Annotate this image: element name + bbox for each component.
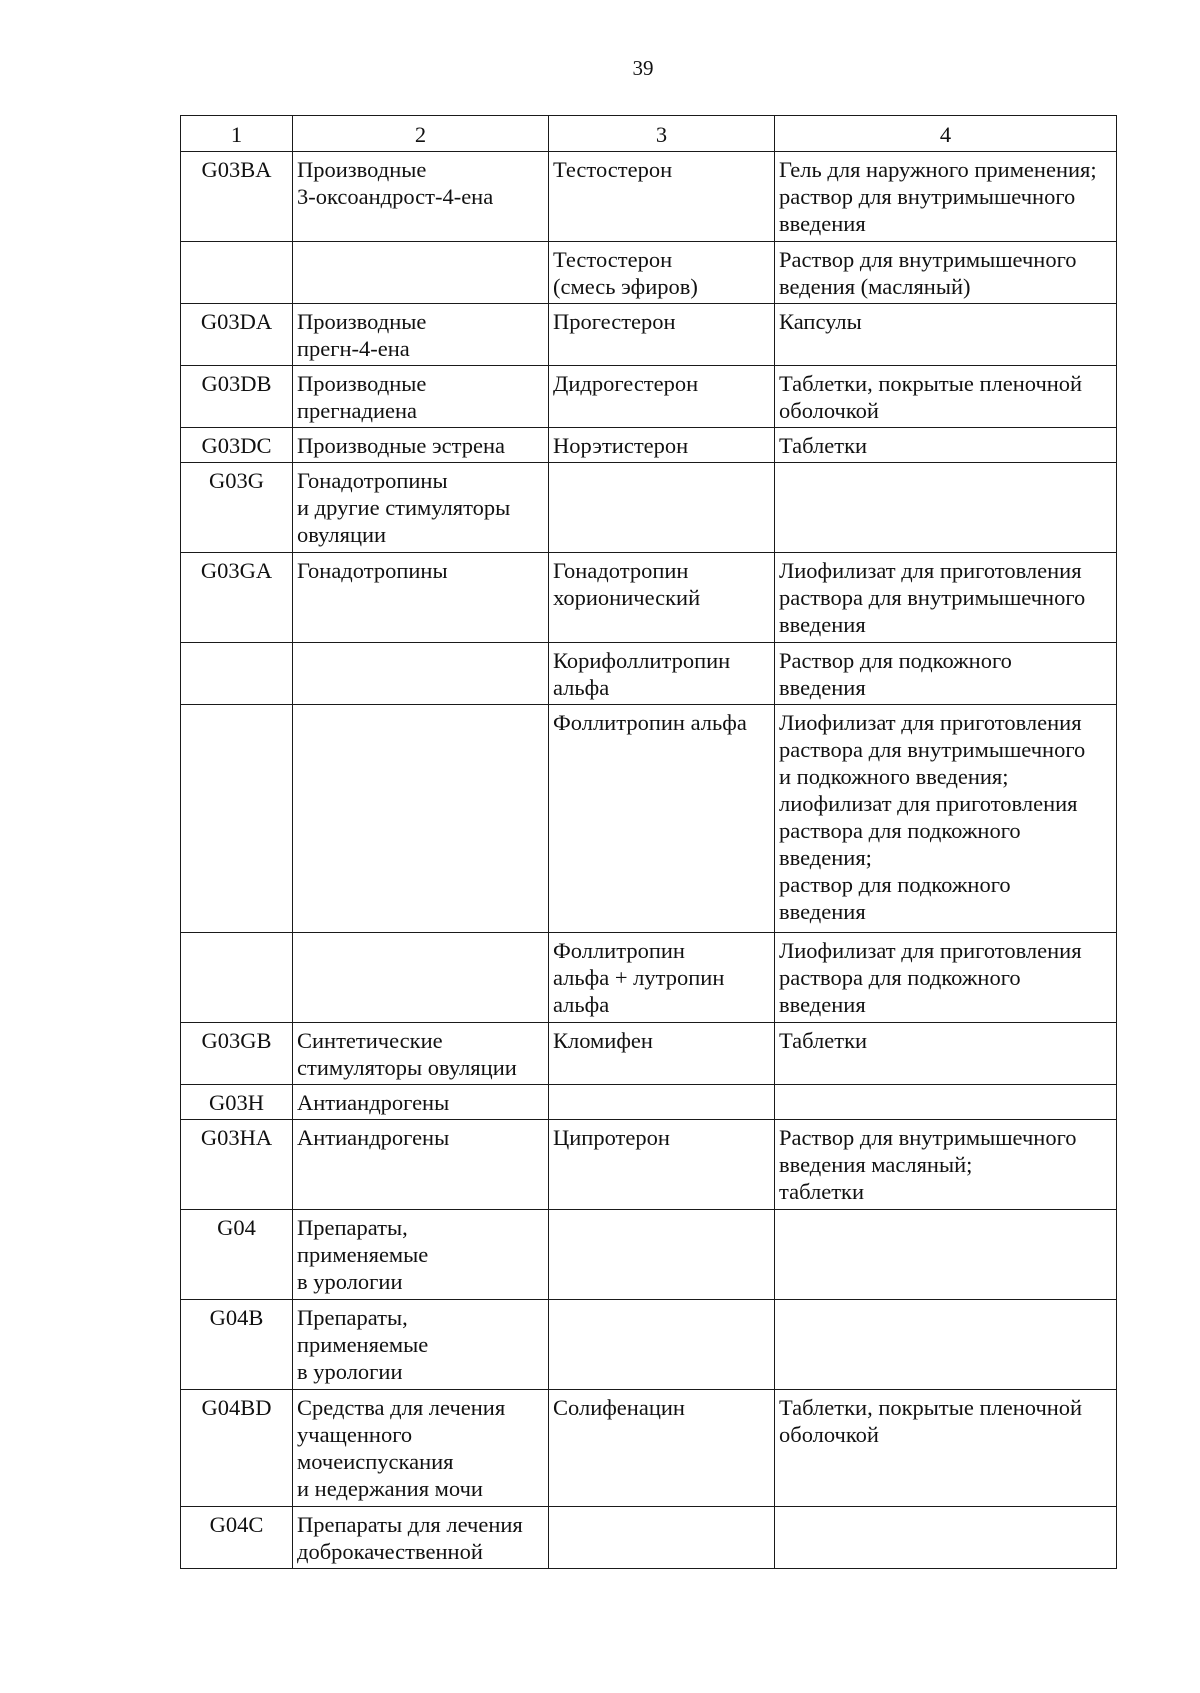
table-row [181,152,1117,242]
group-name-cell: Гонадотропины [293,553,549,643]
table-row [181,1507,1117,1569]
group-name-cell [293,242,549,304]
substance-cell: Солифенацин [549,1390,775,1507]
table-row [181,1023,1117,1085]
table-row [181,242,1117,304]
substance-cell: Гонадотропин хорионический [549,553,775,643]
dosage-form-cell [775,463,1117,553]
column-header: 3 [549,116,775,152]
atc-code-cell: G03HA [181,1120,293,1210]
atc-code-cell: G04BD [181,1390,293,1507]
group-name-cell: Производные 3-оксоандрост-4-ена [293,152,549,242]
atc-code-cell: G03G [181,463,293,553]
atc-code-cell: G04 [181,1210,293,1300]
atc-code-cell: G04B [181,1300,293,1390]
substance-cell [549,463,775,553]
table-row [181,1085,1117,1120]
column-header: 1 [181,116,293,152]
atc-code-cell: G03BA [181,152,293,242]
substance-cell: Фоллитропин альфа + лутропин альфа [549,933,775,1023]
group-name-cell: Производные прегн-4-ена [293,304,549,366]
group-name-cell: Средства для лечения учащенного мочеиспускания и недержания мочи [293,1390,549,1507]
dosage-form-cell: Раствор для внутримышечного ведения (масляный) [775,242,1117,304]
substance-cell [549,1210,775,1300]
atc-code-cell [181,705,293,933]
atc-code-cell [181,242,293,304]
group-name-cell [293,643,549,705]
substance-cell: Дидрогестерон [549,366,775,428]
dosage-form-cell: Таблетки, покрытые пленочной оболочкой [775,366,1117,428]
dosage-form-cell: Гель для наружного применения; раствор для внутримышечного введения [775,152,1117,242]
atc-code-cell: G04C [181,1507,293,1569]
table-row [181,1300,1117,1390]
table-row [181,643,1117,705]
table-header-row [181,116,1117,152]
table-row [181,1210,1117,1300]
substance-cell [549,1300,775,1390]
group-name-cell: Антиандрогены [293,1085,549,1120]
dosage-form-cell: Лиофилизат для приготовления раствора для подкожного введения [775,933,1117,1023]
table-row [181,463,1117,553]
atc-code-cell: G03DA [181,304,293,366]
substance-cell: Фоллитропин альфа [549,705,775,933]
dosage-form-cell: Раствор для подкожного введения [775,643,1117,705]
drug-table [180,115,1117,1569]
dosage-form-cell: Лиофилизат для приготовления раствора для внутримышечного и подкожного введения; лиофилизат для приготовления раствора для подкожного введения; раствор для подкожного введения [775,705,1117,933]
atc-code-cell [181,933,293,1023]
atc-code-cell: G03H [181,1085,293,1120]
page-number: 39 [632,56,654,80]
dosage-form-cell [775,1507,1117,1569]
substance-cell: Прогестерон [549,304,775,366]
dosage-form-cell [775,1085,1117,1120]
column-header: 4 [775,116,1117,152]
substance-cell [549,1507,775,1569]
group-name-cell [293,933,549,1023]
substance-cell: Норэтистерон [549,428,775,463]
table-row [181,366,1117,428]
table-row [181,428,1117,463]
group-name-cell: Препараты для лечения доброкачественной [293,1507,549,1569]
dosage-form-cell: Капсулы [775,304,1117,366]
table-row [181,1390,1117,1507]
atc-code-cell: G03GB [181,1023,293,1085]
substance-cell: Кломифен [549,1023,775,1085]
substance-cell: Корифоллитропин альфа [549,643,775,705]
table-row [181,705,1117,933]
dosage-form-cell: Лиофилизат для приготовления раствора для внутримышечного введения [775,553,1117,643]
column-header: 2 [293,116,549,152]
atc-code-cell: G03GA [181,553,293,643]
substance-cell: Тестостерон (смесь эфиров) [549,242,775,304]
table-row [181,1120,1117,1210]
atc-code-cell [181,643,293,705]
substance-cell: Тестостерон [549,152,775,242]
atc-code-cell: G03DC [181,428,293,463]
dosage-form-cell [775,1300,1117,1390]
table-body [181,152,1117,1569]
group-name-cell [293,705,549,933]
substance-cell: Ципротерон [549,1120,775,1210]
group-name-cell: Производные эстрена [293,428,549,463]
substance-cell [549,1085,775,1120]
group-name-cell: Производные прегнадиена [293,366,549,428]
dosage-form-cell: Раствор для внутримышечного введения масляный; таблетки [775,1120,1117,1210]
dosage-form-cell [775,1210,1117,1300]
atc-code-cell: G03DB [181,366,293,428]
dosage-form-cell: Таблетки [775,428,1117,463]
group-name-cell: Препараты, применяемые в урологии [293,1210,549,1300]
group-name-cell: Синтетические стимуляторы овуляции [293,1023,549,1085]
table-row [181,553,1117,643]
dosage-form-cell: Таблетки [775,1023,1117,1085]
group-name-cell: Гонадотропины и другие стимуляторы овуляции [293,463,549,553]
table-row [181,933,1117,1023]
group-name-cell: Препараты, применяемые в урологии [293,1300,549,1390]
table-row [181,304,1117,366]
dosage-form-cell: Таблетки, покрытые пленочной оболочкой [775,1390,1117,1507]
group-name-cell: Антиандрогены [293,1120,549,1210]
